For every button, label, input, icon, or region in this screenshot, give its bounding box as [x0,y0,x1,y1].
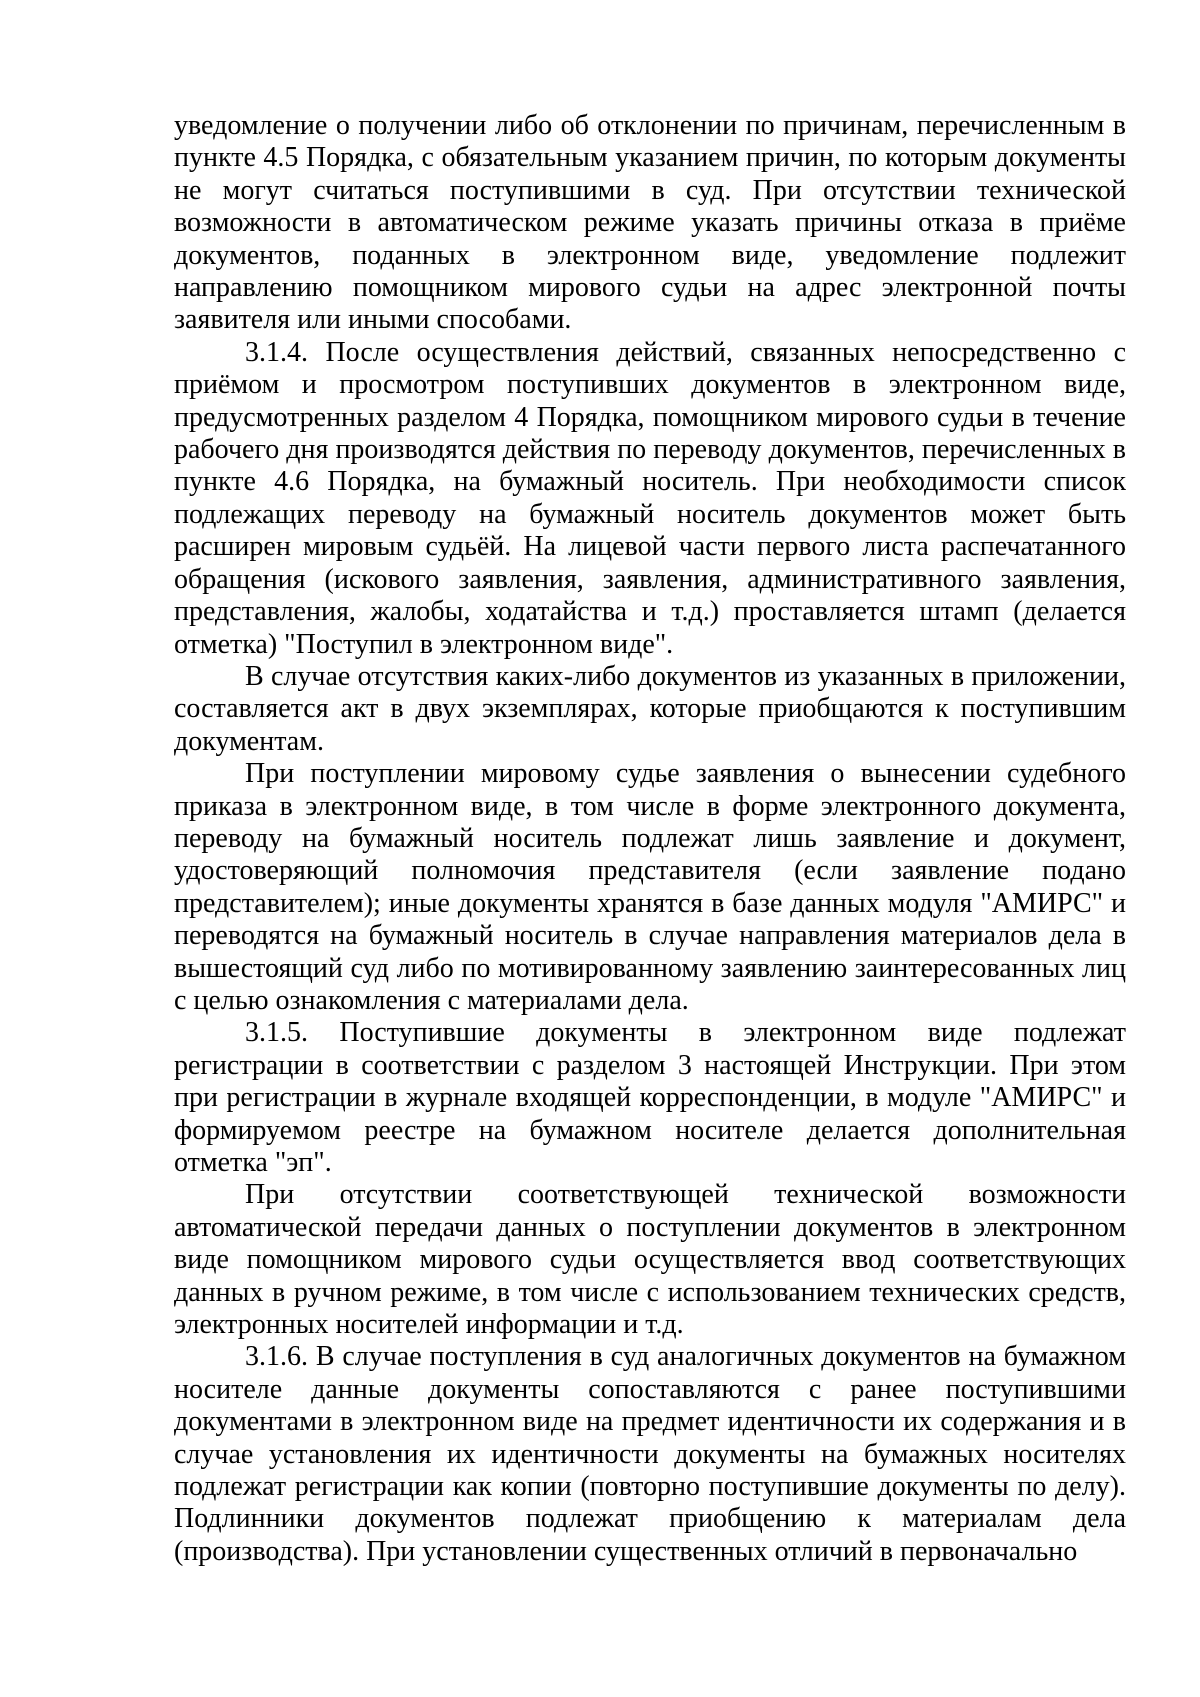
paragraph-3-1-6: 3.1.6. В случае поступления в суд аналогичных документов на бумажном носителе данные документы сопоставляются с ранее поступившими документами в электронном виде на предмет идентичности их содержания и в случае установления их идентичности документы на бумажных носителях подлежат регистрации как копии (повторно поступившие документы по делу). Подлинники документов подлежат приобщению к материалам дела (производства). При установлении существенных отличий в первоначально [174,1341,1126,1567]
paragraph-court-order-application: При поступлении мировому судье заявления о вынесении судебного приказа в электронном виде, в том числе в форме электронного документа, переводу на бумажный носитель подлежат лишь заявление и документ, удостоверяющий полномочия представителя (если заявление подано представителем); иные документы хранятся в базе данных модуля "АМИРС" и переводятся на бумажный носитель в случае направления материалов дела в вышестоящий суд либо по мотивированному заявлению заинтересованных лиц с целью ознакомления с материалами дела. [174,758,1126,1016]
paragraph-missing-documents: В случае отсутствия каких-либо документов из указанных в приложении, составляется акт в двух экземплярах, которые приобщаются к поступившим документам. [174,660,1126,757]
paragraph-notification-continuation: уведомление о получении либо об отклонении по причинам, перечисленным в пункте 4.5 Порядка, с обязательным указанием причин, по которым документы не могут считаться поступившими в суд. При отсутствии технической возможности в автоматическом режиме указать причины отказа в приёме документов, поданных в электронном виде, уведомление подлежит направлению помощником мирового судьи на адрес электронной почты заявителя или иными способами. [174,110,1126,336]
paragraph-manual-entry: При отсутствии соответствующей технической возможности автоматической передачи данных о поступлении документов в электронном виде помощником мирового судьи осуществляется ввод соответствующих данных в ручном режиме, в том числе с использованием технических средств, электронных носителей информации и т.д. [174,1179,1126,1341]
paragraph-3-1-5: 3.1.5. Поступившие документы в электронном виде подлежат регистрации в соответствии с разделом 3 настоящей Инструкции. При этом при регистрации в журнале входящей корреспонденции, в модуле "АМИРС" и формируемом реестре на бумажном носителе делается дополнительная отметка "эп". [174,1017,1126,1178]
paragraph-3-1-4: 3.1.4. После осуществления действий, связанных непосредственно с приёмом и просмотром поступивших документов в электронном виде, предусмотренных разделом 4 Порядка, помощником мирового судьи в течение рабочего дня производятся действия по переводу документов, перечисленных в пункте 4.6 Порядка, на бумажный носитель. При необходимости список подлежащих переводу на бумажный носитель документов может быть расширен мировым судьёй. На лицевой части первого листа распечатанного обращения (искового заявления, заявления, административного заявления, представления, жалобы, ходатайства и т.д.) проставляется штамп (делается отметка) "Поступил в электронном виде". [174,336,1126,660]
document-body [174,110,1126,1568]
